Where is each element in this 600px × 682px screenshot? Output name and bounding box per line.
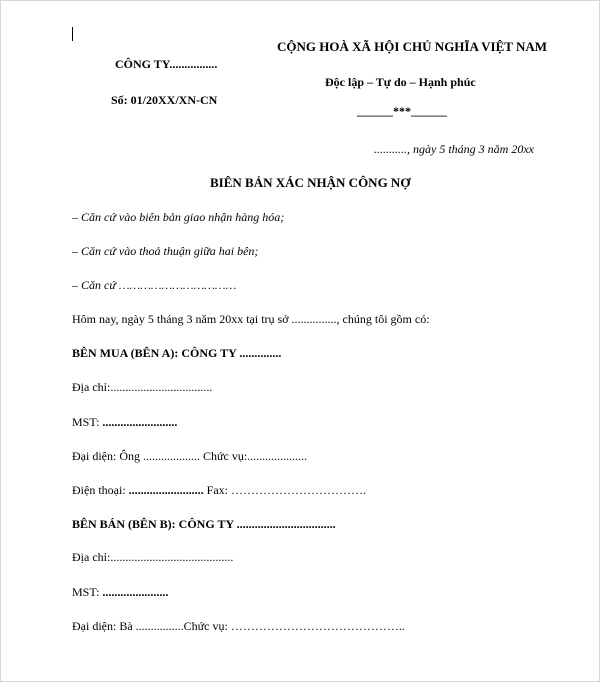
party-a-phone	[72, 483, 366, 498]
intro-text: Hôm nay, ngày 5 tháng 3 năm 20xx tại trụ sở ..............., chúng tôi gồm có:	[72, 312, 430, 326]
address-label: Địa chỉ:	[72, 380, 111, 394]
document-number: Số: 01/20XX/XN-CN	[111, 93, 218, 107]
rep-label: Đại diện: Ông	[72, 449, 140, 463]
party-a-representative	[72, 449, 307, 464]
phone-value: .........................	[128, 483, 204, 497]
nation-heading: CỘNG HOÀ XÃ HỘI CHỦ NGHĨA VIỆT NAM	[277, 39, 548, 54]
position-value: ……………………………………..	[230, 619, 405, 633]
party-b-representative	[72, 619, 405, 634]
fax-label: Fax:	[206, 483, 228, 497]
rep-value: ...................	[143, 449, 200, 463]
fax-value: …………………………….	[231, 483, 366, 497]
company-name: CÔNG TY................	[115, 57, 218, 71]
motto: Độc lập – Tự do – Hạnh phúc	[325, 75, 476, 89]
party-a-tax	[72, 415, 177, 430]
text-cursor[interactable]	[72, 27, 73, 41]
separator-line: ______***______	[357, 104, 447, 118]
date-line: ..........., ngày 5 tháng 3 năm 20xx	[374, 142, 534, 156]
tax-label: MST:	[72, 415, 100, 429]
tax-value: .........................	[102, 415, 178, 429]
address-value: .........................................	[110, 550, 234, 564]
party-a-heading: BÊN MUA (BÊN A): CÔNG TY ..............	[72, 346, 282, 360]
party-a-address	[72, 380, 212, 395]
position-value: ....................	[247, 449, 308, 463]
party-b-heading: BÊN BÁN (BÊN B): CÔNG TY .................................	[72, 517, 336, 531]
rep-label: Đại diện: Bà	[72, 619, 133, 633]
address-label: Địa chỉ:	[72, 550, 111, 564]
tax-value: ......................	[102, 585, 169, 599]
tax-label: MST:	[72, 585, 100, 599]
party-b-address	[72, 550, 233, 565]
position-label: Chức vụ:	[203, 449, 248, 463]
party-b-tax	[72, 585, 168, 600]
ground-item: – Căn cứ vào biên bản giao nhận hàng hóa;	[72, 210, 285, 224]
ground-item: – Căn cứ vào thoả thuận giữa hai bên;	[72, 244, 259, 258]
document-title: BIÊN BẢN XÁC NHẬN CÔNG NỢ	[210, 175, 411, 190]
phone-label: Điện thoại:	[72, 483, 126, 497]
ground-item: – Căn cứ ……………………………	[72, 278, 237, 292]
position-label: Chức vụ:	[183, 619, 228, 633]
address-value: ..................................	[110, 380, 213, 394]
rep-value: ................	[135, 619, 184, 633]
